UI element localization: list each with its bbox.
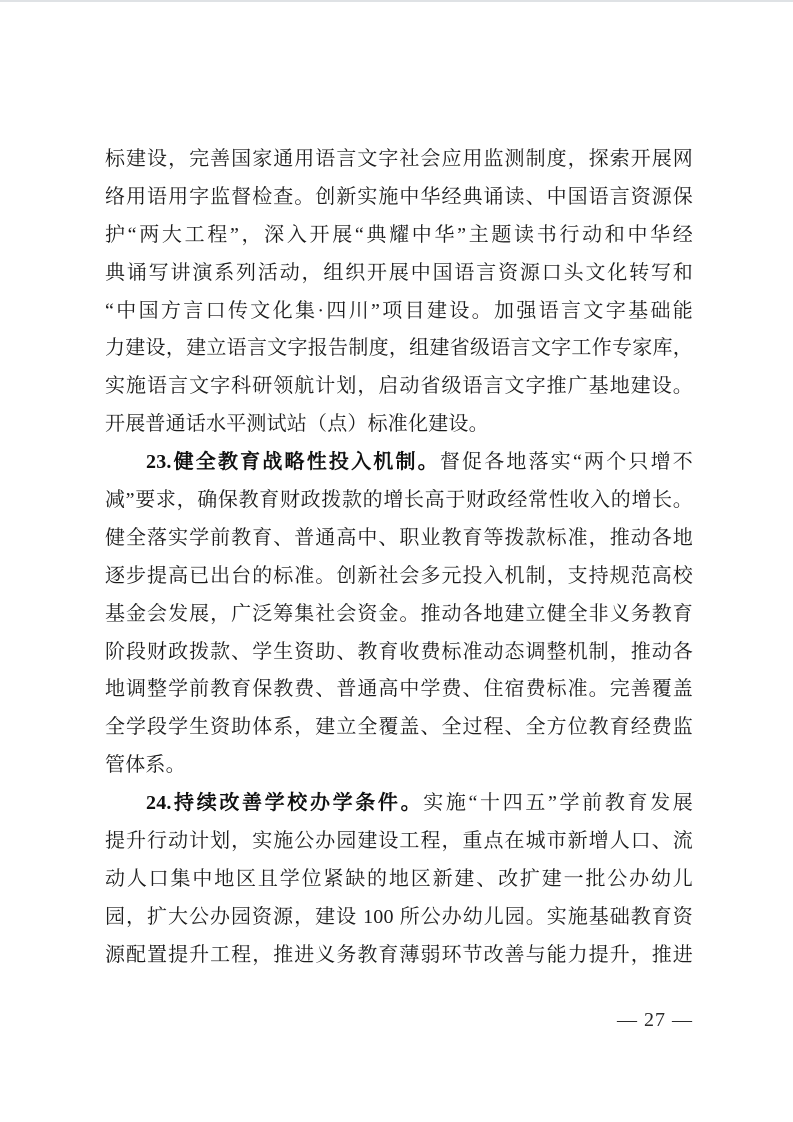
item-24-heading: 24.持续改善学校办学条件。: [146, 792, 424, 815]
text-line: 典诵写讲演系列活动，组织开展中国语言资源口头文化转写和: [105, 261, 693, 284]
text-line: 护“两大工程”，深入开展“典耀中华”主题读书行动和中华经: [105, 223, 693, 246]
text-line: “中国方言口传文化集·四川”项目建设。加强语言文字基础能: [105, 299, 693, 322]
text-line: 源配置提升工程，推进义务教育薄弱环节改善与能力提升，推进: [105, 943, 693, 966]
item-24-lead-text: 实施“十四五”学前教育发展: [423, 792, 693, 815]
page-number: — 27 —: [617, 1009, 693, 1031]
text-line: 逐步提高已出台的标准。创新社会多元投入机制，支持规范高校: [105, 564, 693, 587]
page-top-edge: [0, 0, 793, 2]
item-24-first-line: [105, 785, 693, 823]
text-line: 动人口集中地区且学位紧缺的地区新建、改扩建一批公办幼儿: [105, 867, 693, 890]
text-line: 全学段学生资助体系，建立全覆盖、全过程、全方位教育经费监: [105, 716, 693, 739]
item-23-first-line: [105, 444, 693, 482]
text-line: 基金会发展，广泛筹集社会资金。推动各地建立健全非义务教育: [105, 602, 693, 625]
item-23-heading: 23.健全教育战略性投入机制。: [146, 451, 440, 474]
text-line: 提升行动计划，实施公办园建设工程，重点在城市新增人口、流: [105, 830, 693, 853]
text-block: [105, 141, 693, 975]
text-line: 园，扩大公办园资源，建设 100 所公办幼儿园。实施基础教育资: [105, 905, 693, 928]
text-line: 阶段财政拨款、学生资助、教育收费标准动态调整机制，推动各: [105, 640, 693, 663]
text-line: 标建设，完善国家通用语言文字社会应用监测制度，探索开展网: [105, 148, 693, 170]
text-line: 实施语言文字科研领航计划，启动省级语言文字推广基地建设。: [105, 375, 693, 398]
text-line: 地调整学前教育保教费、普通高中学费、住宿费标准。完善覆盖: [105, 678, 693, 701]
text-line: 开展普通话水平测试站（点）标准化建设。: [105, 413, 489, 436]
text-line: 管体系。: [105, 754, 186, 777]
text-line: 健全落实学前教育、普通高中、职业教育等拨款标准，推动各地: [105, 526, 693, 549]
text-line: 络用语用字监督检查。创新实施中华经典诵读、中国语言资源保: [105, 185, 693, 208]
item-23-lead-text: 督促各地落实“两个只增不: [439, 451, 693, 474]
text-line: 减”要求，确保教育财政拨款的增长高于财政经常性收入的增长。: [105, 489, 693, 512]
text-line: 力建设，建立语言文字报告制度，组建省级语言文字工作专家库，: [105, 337, 693, 360]
